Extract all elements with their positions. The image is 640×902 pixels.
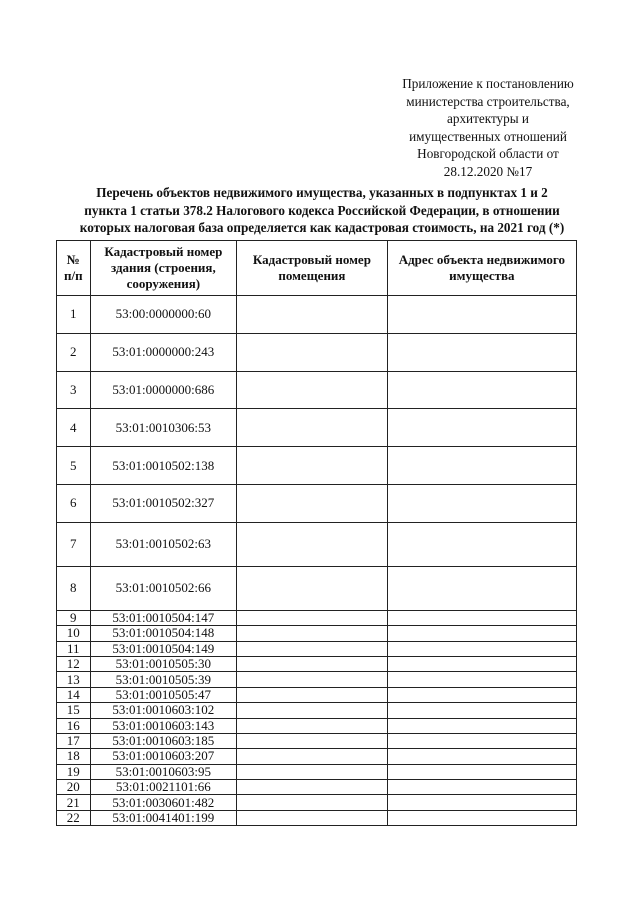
row-number: 7	[57, 522, 91, 566]
object-address	[387, 610, 576, 625]
row-number: 12	[57, 656, 91, 671]
appendix-line: архитектуры и	[447, 111, 529, 126]
room-cadastral-number	[237, 296, 388, 334]
appendix-line: имущественных отношений	[409, 128, 567, 144]
object-address	[387, 626, 576, 641]
object-address	[387, 484, 576, 522]
object-address	[387, 795, 576, 810]
appendix-line: Приложение к постановлению	[402, 76, 574, 91]
title-line: которых налоговая база определяется как кадастровая стоимость, на 2021 год (*)	[79, 220, 565, 236]
room-cadastral-number	[237, 703, 388, 718]
object-address	[387, 409, 576, 447]
building-cadastral-number: 53:01:0030601:482	[90, 795, 237, 810]
table-row	[57, 733, 577, 748]
building-cadastral-number: 53:01:0010505:30	[90, 656, 237, 671]
row-number: 19	[57, 764, 91, 779]
table-row	[57, 687, 577, 702]
row-number: 4	[57, 409, 91, 447]
building-cadastral-number: 53:01:0000000:686	[90, 371, 237, 409]
object-address	[387, 703, 576, 718]
table-row	[57, 718, 577, 733]
row-number: 14	[57, 687, 91, 702]
object-address	[387, 296, 576, 334]
row-number: 8	[57, 566, 91, 610]
room-cadastral-number	[237, 780, 388, 795]
building-cadastral-number: 53:01:0010502:138	[90, 447, 237, 485]
table-row	[57, 626, 577, 641]
room-cadastral-number	[237, 718, 388, 733]
property-table	[56, 240, 577, 826]
row-number: 21	[57, 795, 91, 810]
table-row	[57, 296, 577, 334]
table-row	[57, 749, 577, 764]
row-number: 18	[57, 749, 91, 764]
table-row	[57, 409, 577, 447]
building-cadastral-number: 53:01:0010502:327	[90, 484, 237, 522]
room-cadastral-number	[237, 672, 388, 687]
table-row	[57, 672, 577, 687]
building-cadastral-number: 53:01:0000000:243	[90, 333, 237, 371]
row-number: 16	[57, 718, 91, 733]
object-address	[387, 656, 576, 671]
room-cadastral-number	[237, 566, 388, 610]
room-cadastral-number	[237, 447, 388, 485]
row-number: 20	[57, 780, 91, 795]
object-address	[387, 672, 576, 687]
room-cadastral-number	[237, 371, 388, 409]
object-address	[387, 522, 576, 566]
table-row	[57, 764, 577, 779]
row-number: 9	[57, 610, 91, 625]
table-row	[57, 484, 577, 522]
room-cadastral-number	[237, 656, 388, 671]
row-number: 3	[57, 371, 91, 409]
object-address	[387, 733, 576, 748]
table-row	[57, 610, 577, 625]
row-number: 15	[57, 703, 91, 718]
room-cadastral-number	[237, 749, 388, 764]
room-cadastral-number	[237, 687, 388, 702]
building-cadastral-number: 53:01:0010505:47	[90, 687, 237, 702]
row-number: 2	[57, 333, 91, 371]
building-cadastral-number: 53:01:0010504:148	[90, 626, 237, 641]
room-cadastral-number	[237, 484, 388, 522]
object-address	[387, 687, 576, 702]
table-row	[57, 641, 577, 656]
row-number: 6	[57, 484, 91, 522]
appendix-line: министерства строительства,	[406, 93, 570, 109]
room-cadastral-number	[237, 795, 388, 810]
table-row	[57, 795, 577, 810]
building-cadastral-number: 53:01:0010603:143	[90, 718, 237, 733]
object-address	[387, 810, 576, 825]
building-cadastral-number: 53:01:0010502:63	[90, 522, 237, 566]
room-cadastral-number	[237, 610, 388, 625]
table-row	[57, 810, 577, 825]
table-row	[57, 447, 577, 485]
table-row	[57, 780, 577, 795]
building-cadastral-number: 53:01:0010603:185	[90, 733, 237, 748]
header-building-cadastral: Кадастровый номер здания (строения, сооружения)	[90, 241, 237, 296]
table-row	[57, 703, 577, 718]
title-line: пункта 1 статьи 378.2 Налогового кодекса Российской Федерации, в отношении	[84, 202, 560, 218]
room-cadastral-number	[237, 810, 388, 825]
room-cadastral-number	[237, 333, 388, 371]
row-number: 13	[57, 672, 91, 687]
building-cadastral-number: 53:01:0010505:39	[90, 672, 237, 687]
building-cadastral-number: 53:01:0010504:147	[90, 610, 237, 625]
object-address	[387, 641, 576, 656]
document-title	[52, 184, 592, 237]
object-address	[387, 447, 576, 485]
appendix-line: Новгородской области от	[417, 146, 559, 161]
object-address	[387, 749, 576, 764]
table-body	[57, 296, 577, 826]
building-cadastral-number: 53:01:0010603:102	[90, 703, 237, 718]
building-cadastral-number: 53:01:0010504:149	[90, 641, 237, 656]
building-cadastral-number: 53:01:0010502:66	[90, 566, 237, 610]
building-cadastral-number: 53:00:0000000:60	[90, 296, 237, 334]
room-cadastral-number	[237, 641, 388, 656]
row-number: 5	[57, 447, 91, 485]
object-address	[387, 333, 576, 371]
building-cadastral-number: 53:01:0021101:66	[90, 780, 237, 795]
table-header-row	[57, 241, 577, 296]
row-number: 11	[57, 641, 91, 656]
building-cadastral-number: 53:01:0041401:199	[90, 810, 237, 825]
room-cadastral-number	[237, 409, 388, 447]
room-cadastral-number	[237, 522, 388, 566]
table-row	[57, 566, 577, 610]
header-address: Адрес объекта недвижимого имущества	[387, 241, 576, 296]
appendix-line: 28.12.2020 №17	[443, 163, 533, 179]
building-cadastral-number: 53:01:0010306:53	[90, 409, 237, 447]
room-cadastral-number	[237, 764, 388, 779]
object-address	[387, 780, 576, 795]
table-row	[57, 656, 577, 671]
header-room-cadastral: Кадастровый номер помещения	[237, 241, 388, 296]
title-line: Перечень объектов недвижимого имущества, указанных в подпунктах 1 и 2	[96, 185, 548, 200]
appendix-note	[380, 75, 596, 180]
building-cadastral-number: 53:01:0010603:95	[90, 764, 237, 779]
row-number: 17	[57, 733, 91, 748]
object-address	[387, 764, 576, 779]
table-row	[57, 522, 577, 566]
object-address	[387, 371, 576, 409]
object-address	[387, 718, 576, 733]
row-number: 10	[57, 626, 91, 641]
row-number: 1	[57, 296, 91, 334]
object-address	[387, 566, 576, 610]
row-number: 22	[57, 810, 91, 825]
room-cadastral-number	[237, 626, 388, 641]
room-cadastral-number	[237, 733, 388, 748]
building-cadastral-number: 53:01:0010603:207	[90, 749, 237, 764]
header-number: № п/п	[57, 241, 91, 296]
table-row	[57, 333, 577, 371]
table-row	[57, 371, 577, 409]
